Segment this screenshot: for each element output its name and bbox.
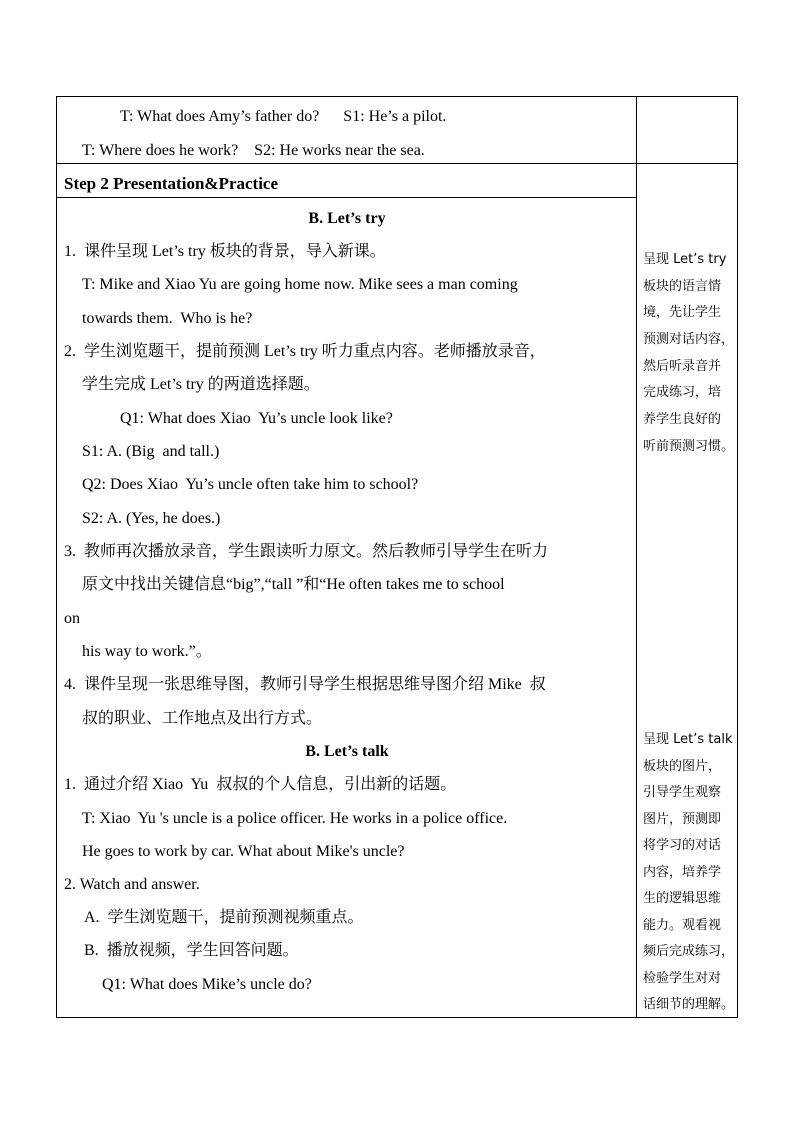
side-note-line: 话细节的理解。 xyxy=(643,997,735,1012)
try-line: Q2: Does Xiao Yu’s uncle often take him to school? xyxy=(82,476,419,493)
try-line: Q1: What does Xiao Yu’s uncle look like? xyxy=(120,410,393,427)
try-line: 原文中找出关键信息“big”,“tall ”和“He often takes me to school xyxy=(82,576,505,593)
side-note-line: 图片，预测即 xyxy=(643,812,722,827)
side-note-line: 内容，培养学 xyxy=(643,865,722,880)
try-line: 1. 课件呈现 Let’s try 板块的背景，导入新课。 xyxy=(64,243,386,260)
top-line-1: T: What does Amy’s father do? S1: He’s a pilot. xyxy=(120,108,447,125)
side-note-line: 生的逻辑思维 xyxy=(643,891,722,906)
step-heading: Step 2 Presentation&Practice xyxy=(64,174,279,193)
side-note-line: 然后听录音并 xyxy=(643,359,722,374)
section-title-lets-try: B. Let’s try xyxy=(308,210,386,227)
side-note-line: 能力。观看视 xyxy=(643,918,722,933)
table-border-right xyxy=(737,96,738,1018)
side-note-line: 完成练习，培 xyxy=(643,385,722,400)
try-line: S2: A. (Yes, he does.) xyxy=(82,510,221,527)
try-line: 3. 教师再次播放录音，学生跟读听力原文。然后教师引导学生在听力 xyxy=(64,543,549,560)
try-line: 4. 课件呈现一张思维导图，教师引导学生根据思维导图介绍 Mike 叔 xyxy=(64,676,546,693)
side-note-line: 频后完成练习， xyxy=(643,944,735,959)
try-line: T: Mike and Xiao Yu are going home now. Mike sees a man coming xyxy=(82,276,518,293)
side-note-line: 听前预测习惯。 xyxy=(643,439,735,454)
talk-line: 1. 通过介绍 Xiao Yu 叔叔的个人信息，引出新的话题。 xyxy=(64,776,457,793)
side-note-line: 呈现 Let’s try xyxy=(643,252,727,267)
side-note-line: 板块的语言情 xyxy=(643,279,722,294)
try-line: 2. 学生浏览题干，提前预测 Let’s try 听力重点内容。老师播放录音， xyxy=(64,343,546,360)
try-line: 学生完成 Let’s try 的两道选择题。 xyxy=(82,376,320,393)
try-line: his way to work.”。 xyxy=(82,643,212,660)
side-note-line: 养学生良好的 xyxy=(643,412,722,427)
talk-line: 2. Watch and answer. xyxy=(64,876,200,893)
side-note-line: 呈现 Let’s talk xyxy=(643,732,733,747)
side-note-line: 境，先让学生 xyxy=(643,305,722,320)
row-divider-2 xyxy=(56,197,637,198)
talk-line: T: Xiao Yu 's uncle is a police officer. He works in a police office. xyxy=(82,810,508,827)
talk-line: Q1: What does Mike’s uncle do? xyxy=(102,976,312,993)
side-note-line: 引导学生观察 xyxy=(643,785,722,800)
side-note-line: 预测对话内容， xyxy=(643,332,735,347)
talk-line: B. 播放视频，学生回答问题。 xyxy=(84,942,299,959)
try-line: on xyxy=(64,610,80,627)
row-divider-1 xyxy=(56,163,738,164)
side-note-line: 板块的图片， xyxy=(643,759,722,774)
table-border-left xyxy=(56,96,57,1018)
top-line-2: T: Where does he work? S2: He works near the sea. xyxy=(82,142,425,159)
talk-line: A. 学生浏览题干，提前预测视频重点。 xyxy=(84,909,364,926)
talk-line: He goes to work by car. What about Mike's uncle? xyxy=(82,843,405,860)
try-line: 叔的职业、工作地点及出行方式。 xyxy=(82,710,323,727)
section-title-lets-talk: B. Let’s talk xyxy=(305,743,389,760)
try-line: towards them. Who is he? xyxy=(82,310,253,327)
side-note-line: 检验学生对对 xyxy=(643,971,722,986)
try-line: S1: A. (Big and tall.) xyxy=(82,443,220,460)
side-note-line: 将学习的对话 xyxy=(643,838,722,853)
column-divider xyxy=(636,96,637,1018)
